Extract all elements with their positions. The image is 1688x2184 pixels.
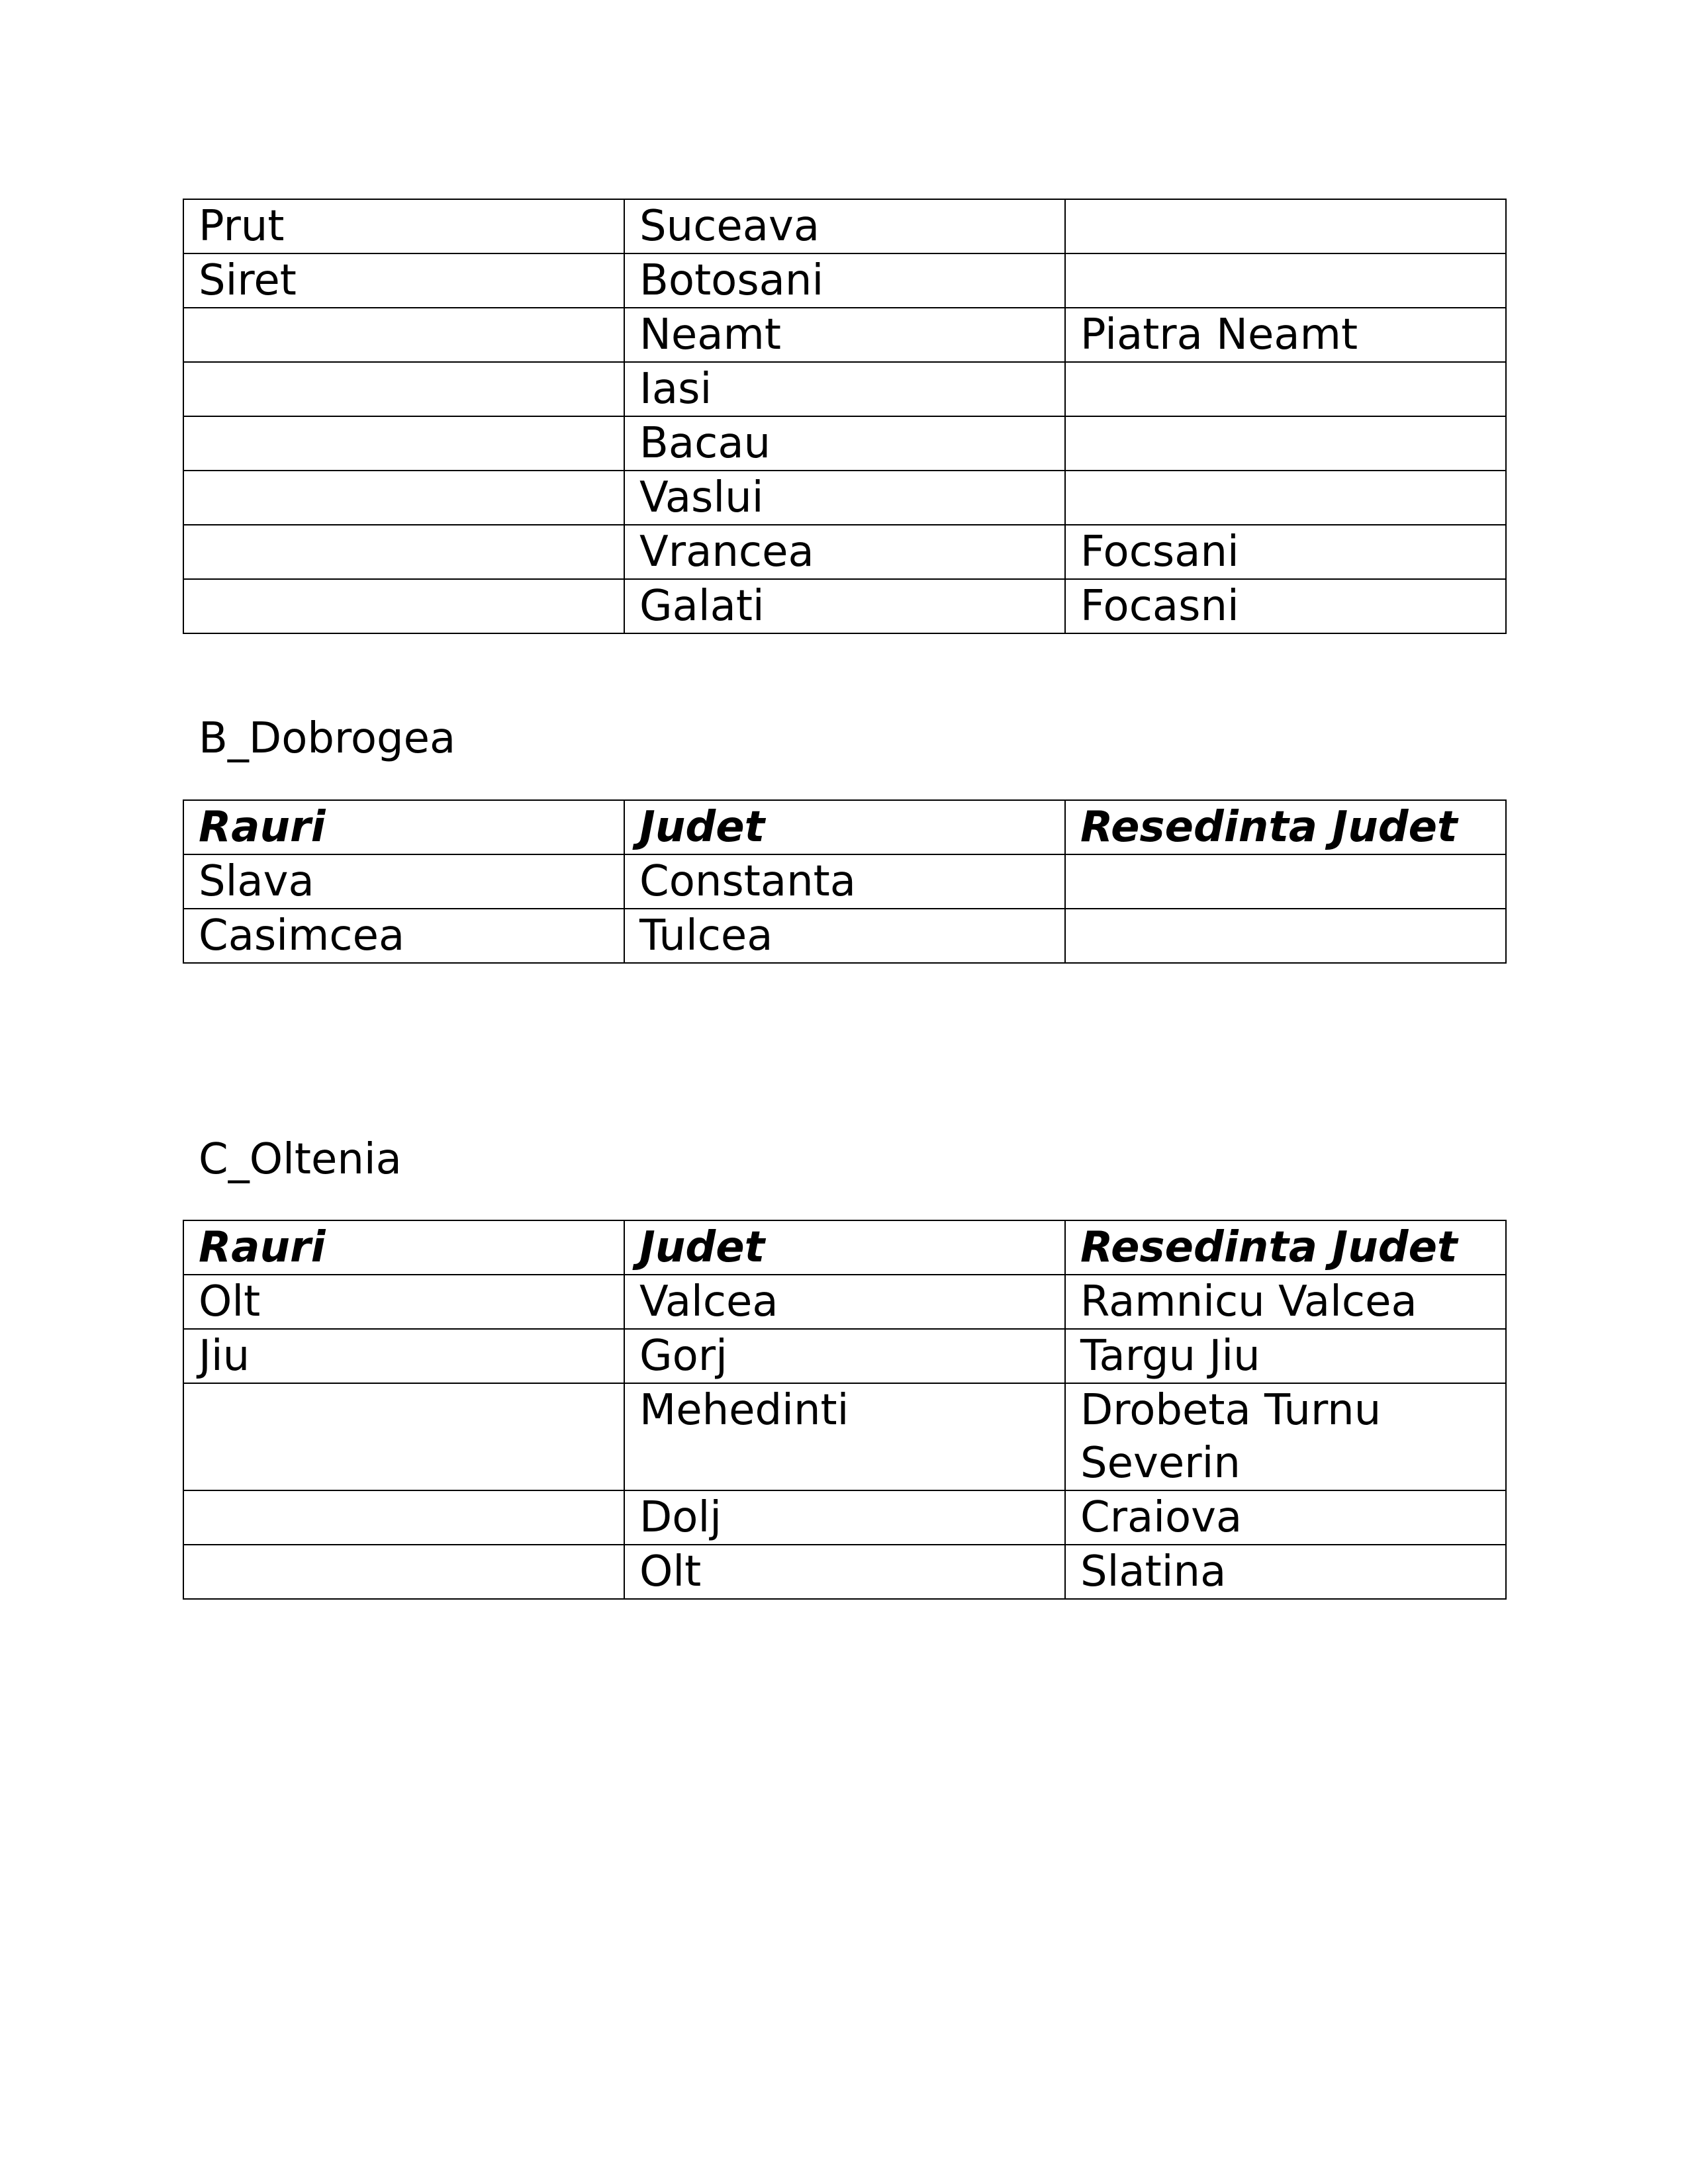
county-seat-cell [1065, 854, 1506, 909]
county-cell: Olt [624, 1545, 1065, 1599]
county-seat-cell: Craiova [1065, 1490, 1506, 1545]
county-cell: Suceava [624, 199, 1065, 253]
river-cell [183, 579, 624, 633]
river-cell: Slava [183, 854, 624, 909]
county-cell: Vaslui [624, 471, 1065, 525]
county-seat-cell: Focasni [1065, 579, 1506, 633]
river-cell [183, 308, 624, 362]
dobrogea-table [183, 799, 1507, 964]
column-header-county-seat: Resedinta Judet [1065, 800, 1506, 854]
county-seat-cell: Targu Jiu [1065, 1329, 1506, 1383]
table-row [183, 308, 1506, 362]
section-heading-oltenia: C_Oltenia [199, 1135, 402, 1184]
county-seat-cell [1065, 362, 1506, 416]
county-cell: Dolj [624, 1490, 1065, 1545]
river-cell: Siret [183, 253, 624, 308]
county-cell: Constanta [624, 854, 1065, 909]
county-seat-cell [1065, 909, 1506, 963]
county-cell: Vrancea [624, 525, 1065, 579]
column-header-county: Judet [624, 800, 1065, 854]
county-cell: Bacau [624, 416, 1065, 471]
county-seat-cell: Piatra Neamt [1065, 308, 1506, 362]
table-row [183, 909, 1506, 963]
county-cell: Mehedinti [624, 1383, 1065, 1490]
river-cell [183, 362, 624, 416]
table-row [183, 1383, 1506, 1490]
table-row [183, 1329, 1506, 1383]
table-row [183, 199, 1506, 253]
oltenia-table [183, 1220, 1507, 1600]
county-seat-cell: Slatina [1065, 1545, 1506, 1599]
river-cell [183, 471, 624, 525]
table-row [183, 854, 1506, 909]
county-seat-cell [1065, 199, 1506, 253]
county-cell: Gorj [624, 1329, 1065, 1383]
river-cell [183, 1490, 624, 1545]
county-cell: Galati [624, 579, 1065, 633]
table-row [183, 525, 1506, 579]
county-cell: Botosani [624, 253, 1065, 308]
county-seat-cell [1065, 416, 1506, 471]
county-seat-cell [1065, 253, 1506, 308]
river-cell: Jiu [183, 1329, 624, 1383]
header-row [183, 1220, 1506, 1275]
table-row [183, 416, 1506, 471]
table-row [183, 362, 1506, 416]
table-row [183, 1490, 1506, 1545]
river-cell [183, 416, 624, 471]
moldova-table [183, 199, 1507, 634]
county-seat-cell [1065, 471, 1506, 525]
column-header-rivers: Rauri [183, 1220, 624, 1275]
county-cell: Valcea [624, 1275, 1065, 1329]
river-cell: Casimcea [183, 909, 624, 963]
section-heading-dobrogea: B_Dobrogea [199, 714, 456, 763]
river-cell [183, 1383, 624, 1490]
column-header-county: Judet [624, 1220, 1065, 1275]
county-seat-cell: Drobeta Turnu Severin [1065, 1383, 1506, 1490]
column-header-rivers: Rauri [183, 800, 624, 854]
river-cell [183, 1545, 624, 1599]
table-row [183, 1275, 1506, 1329]
table-row [183, 253, 1506, 308]
column-header-county-seat: Resedinta Judet [1065, 1220, 1506, 1275]
county-cell: Neamt [624, 308, 1065, 362]
county-seat-cell: Ramnicu Valcea [1065, 1275, 1506, 1329]
county-cell: Iasi [624, 362, 1065, 416]
header-row [183, 800, 1506, 854]
table-row [183, 1545, 1506, 1599]
river-cell: Prut [183, 199, 624, 253]
county-seat-cell: Focsani [1065, 525, 1506, 579]
table-row [183, 471, 1506, 525]
county-cell: Tulcea [624, 909, 1065, 963]
table-row [183, 579, 1506, 633]
river-cell [183, 525, 624, 579]
river-cell: Olt [183, 1275, 624, 1329]
